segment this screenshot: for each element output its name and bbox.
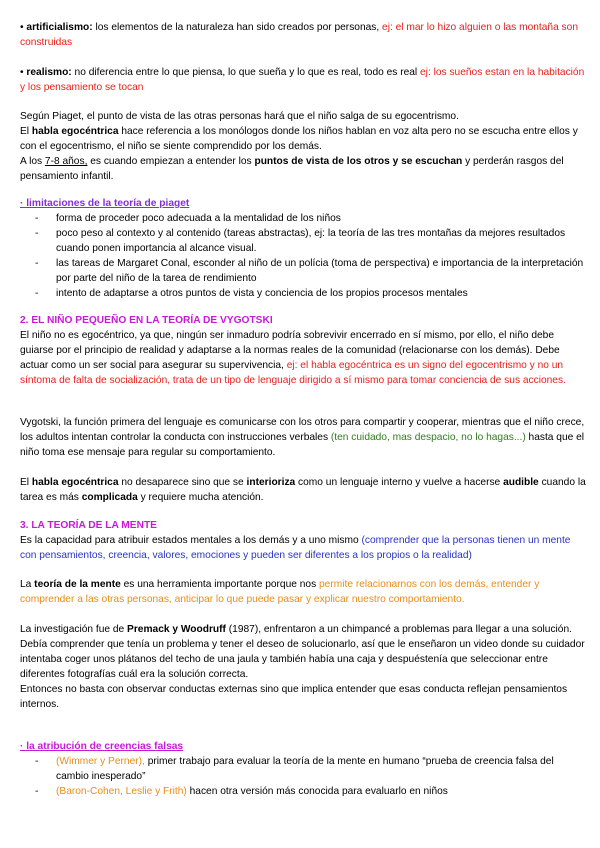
list-item: - las tareas de Margaret Conal, esconder al niño de un polícia (toma de perspectiva) e importancia de la interpretación por parte del niño de la tarea de rendimiento xyxy=(20,256,588,286)
verbal-instructions-example: (ten cuidado, mas despacio, no lo hagas...) xyxy=(330,432,526,443)
piaget-line-2: El habla egocéntrica hace referencia a los monólogos donde los niños hablan en voz alta pero no se escucha entre ellos y con el egocentrismo, el niño se siente comprendido por los demás. xyxy=(20,126,578,152)
list-item: - intento de adaptarse a otros puntos de vista y conciencia de los propios procesos mentales xyxy=(20,286,588,301)
vygotsky-paragraph-1: El niño no es egocéntrico, ya que, ningún ser inmaduro podría sobrevivir encerrado en sí mismo, por ello, el niño debe guiarse por el principio de realidad y adaptarse a la normas reales de la comunidad (relacionarse con los demás). Debe actuar como un ser social para asegurar su supervivencia, ej: el habla egocéntrica es un signo del egocentrismo y no un síntoma de falta de socialización, trata de un tipo de lenguaje dirigido a sí mismo para tomar conciencia de sus acciones. xyxy=(20,330,566,386)
vygotsky-section xyxy=(20,313,588,388)
vygotsky-heading: 2. EL NIÑO PEQUEÑO EN LA TEORÍA DE VYGOTSKI xyxy=(20,315,273,326)
research-paragraph: La investigación fue de Premack y Woodruff (1987), enfrentaron a un chimpancé a problemas para llegar a una solución. Debía comprender que tenía un problema y tener el deseo de solucionarlo, así que le enseñaron un video donde su cuidador intentaba coger unos plátanos del techo de una jaula y también había una caja y despuésteníа que seleccionar entre diferentes fotografías cuál era la solución correcta. Entonces no basta con observar conductas externas sino que implica entender que esas conducta reflejan pensamientos internos. xyxy=(20,622,588,712)
bullet-artificialismo: • artificialismo: los elementos de la naturaleza han sido creados por personas, ej: el mar lo hizo alguien o las montaña son construidas xyxy=(20,22,578,48)
piaget-paragraph xyxy=(20,109,588,184)
term-realismo: realismo: xyxy=(26,67,72,78)
age-range: 7-8 años, xyxy=(44,156,88,167)
false-beliefs-heading: · la atribución de creencias falsas xyxy=(20,741,184,752)
term-puntos-de-vista: puntos de vista de los otros y se escuchan xyxy=(254,156,463,167)
theory-of-mind-importance: La teoría de la mente es una herramienta importante porque nos permite relacionarnos con los demás, entender y comprender a las otras personas, anticipar lo que puede pasar y explicar nuestro comportamiento. xyxy=(20,579,540,605)
false-beliefs-section xyxy=(20,739,588,799)
theory-of-mind-definition: Es la capacidad para atribuir estados mentales a los demás y a uno mismo (comprender que la personas tienen un mente con pensamientos, creencia, valores, emociones y pueden ser diferentes a los propios o la realidad) xyxy=(20,535,571,561)
definition-explanation: (comprender que la personas tienen un mente con pensamientos, creencia, valores, emociones y pueden ser diferentes a los propios o la realidad) xyxy=(20,535,571,561)
term-artificialismo: artificialismo: xyxy=(26,22,93,33)
list-item: - forma de proceder poco adecuada a la mentalidad de los niños xyxy=(20,211,588,226)
researchers: Premack y Woodruff xyxy=(127,624,226,635)
list-item: - (Baron-Cohen, Leslie y Frith) hacen otra versión más conocida para evaluarlo en niños xyxy=(20,784,588,799)
artificialismo-example: ej: el mar lo hizo alguien o las montaña son construidas xyxy=(20,22,578,48)
vygotsky-paragraph-2: Vygotski, la función primera del lenguaje es comunicarse con los otros para compartir y cooperar, mientras que el niño crece, los adultos intentan controlar la conducta con instrucciones verbales (ten cuidado, mas despacio, no lo hagas...) hasta que el niño toma ese mensaje para regular su comportamiento. xyxy=(20,417,585,458)
theory-of-mind-heading: 3. LA TEORÍA DE LA MENTE xyxy=(20,520,157,531)
false-beliefs-list xyxy=(20,754,588,799)
vygotsky-paragraph-3: El habla egocéntrica no desaparece sino que se interioriza como un lenguaje interno y vuelve a hacerse audible cuando la tarea es más complicada y requiere mucha atención. xyxy=(20,477,586,503)
piaget-line-3: A los 7-8 años, es cuando empiezan a entender los puntos de vista de los otros y se escuchan y perderán rasgos del pensamiento infantil. xyxy=(20,156,564,182)
importance-explanation: permite relacionarnos con los demás, entender y comprender a las otras personas, anticipar lo que puede pasar y explicar nuestro comportamiento. xyxy=(20,579,540,605)
term-habla-egocentrica: habla egocéntrica xyxy=(31,126,119,137)
list-item: - poco peso al contexto y al contenido (tareas abstractas), ej: la teoría de las tres montañas da mejores resultados cuando ponen importancia al alcance visual. xyxy=(20,226,588,256)
list-item: - (Wimmer y Perner), primer trabajo para evaluar la teoría de la mente en humano “prueba de creencia falsa del cambio inesperado” xyxy=(20,754,588,784)
limitations-heading: · limitaciones de la teoría de piaget xyxy=(20,198,190,209)
authors: (Baron-Cohen, Leslie y Frith) xyxy=(56,786,187,797)
bullet-realismo: • realismo: no diferencia entre lo que piensa, lo que sueña y lo que es real, todo es real ej: los sueños estan en la habitación y los pensamiento se tocan xyxy=(20,67,585,93)
vygotsky-example: ej: el habla egocéntrica es un signo del egocentrismo y no un síntoma de falta de socialización, trata de un tipo de lenguaje dirigido a sí mismo para tomar conciencia de sus acciones. xyxy=(20,360,566,386)
artificialismo-text: los elementos de la naturaleza han sido creados por personas, xyxy=(92,22,383,33)
piaget-line-1: Según Piaget, el punto de vista de las otras personas hará que el niño salga de su egocentrismo. xyxy=(20,111,459,122)
limitations-section xyxy=(20,196,588,301)
realismo-example: ej: los sueños estan en la habitación y los pensamiento se tocan xyxy=(20,67,585,93)
research-detail: Debía comprender que tenía un problema y tener el deseo de solucionarlo, así que le enseñaron un video donde su cuidador intentaba coger unos plátanos del techo de una jaula y también había una caja y despuésteníа que seleccionar entre diferentes fotografías cuál era la solución correcta. xyxy=(20,639,585,680)
research-conclusion: Entonces no basta con observar conductas externas sino que implica entender que esas conducta reflejan pensamientos internos. xyxy=(20,684,568,710)
limitations-list xyxy=(20,211,588,301)
realismo-text: no diferencia entre lo que piensa, lo que sueña y lo que es real, todo es real xyxy=(71,67,421,78)
authors: (Wimmer y Perner), xyxy=(56,756,145,767)
theory-of-mind-section xyxy=(20,518,588,563)
